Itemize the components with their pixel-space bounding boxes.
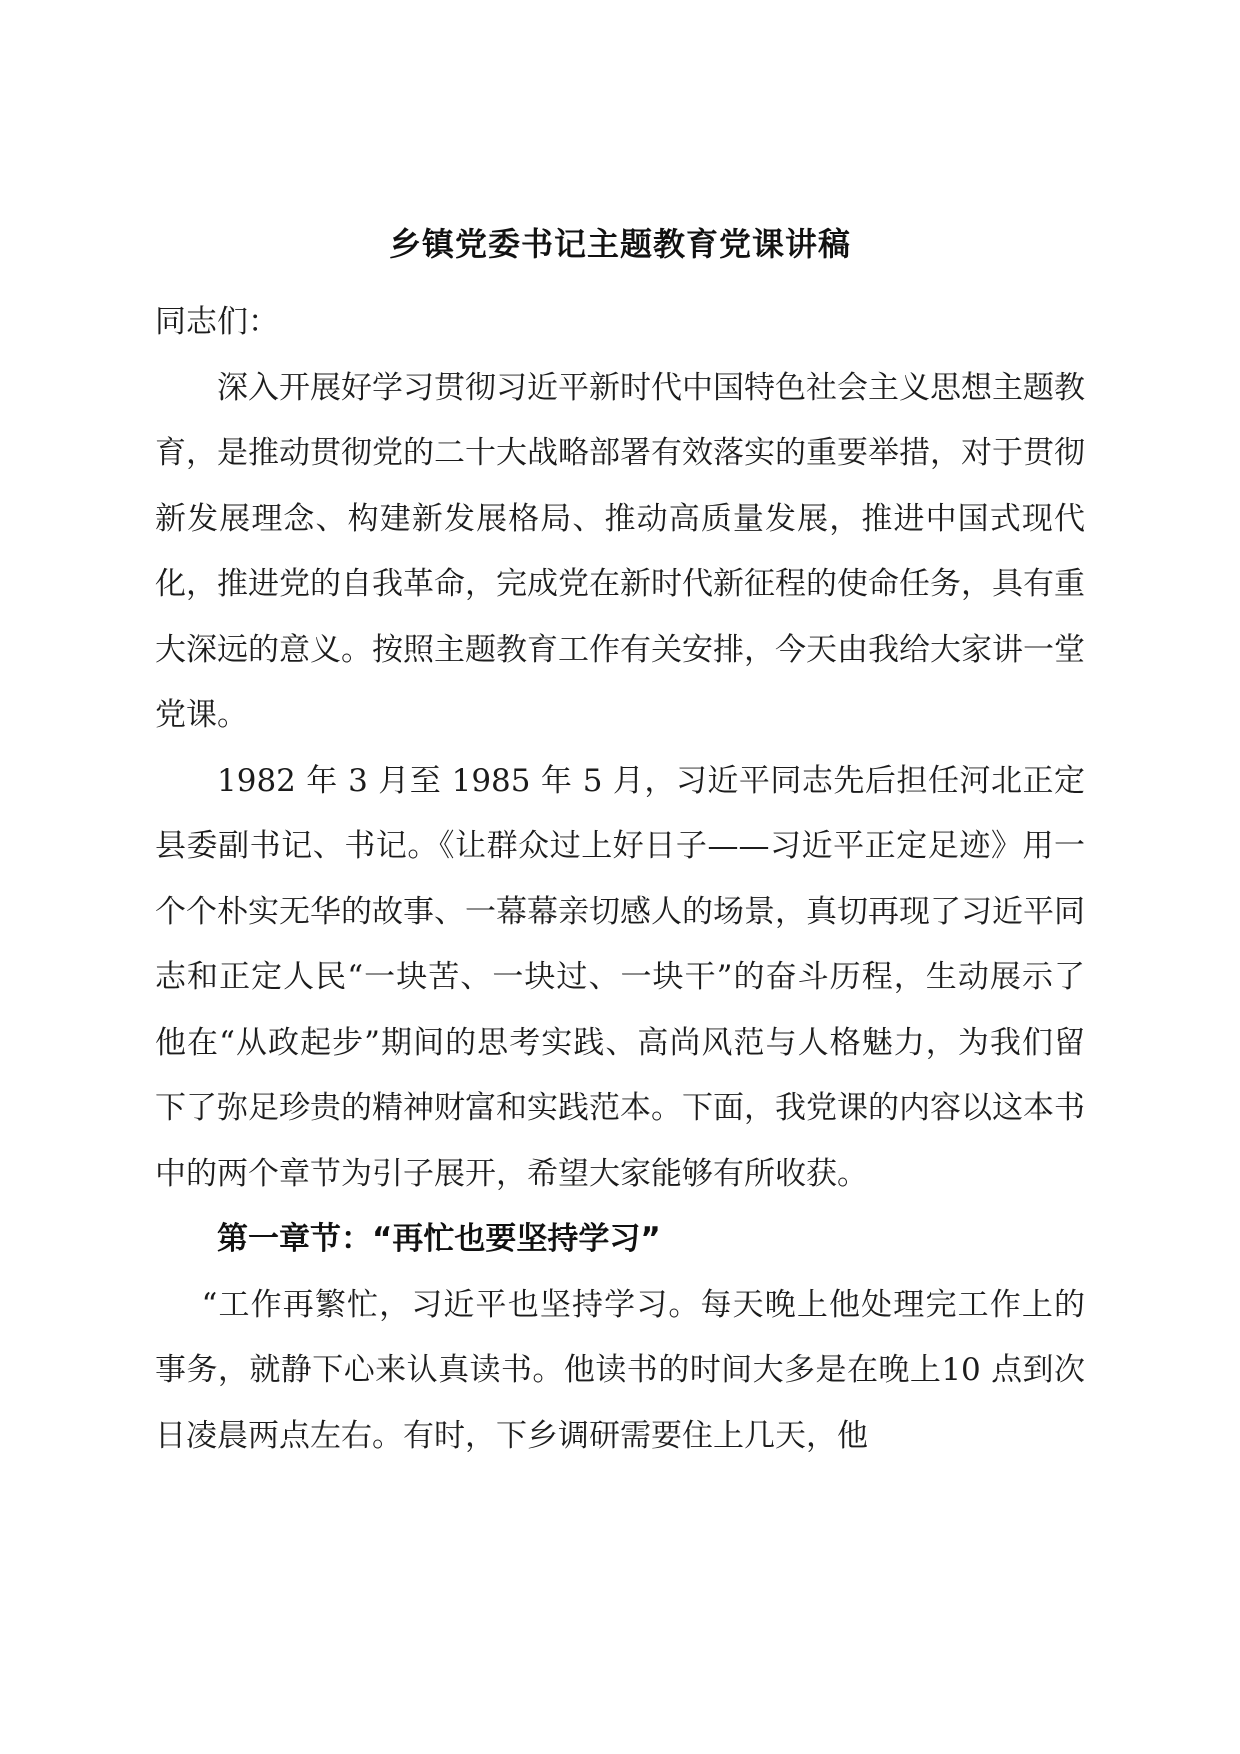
body-paragraph-intro: 深入开展好学习贯彻习近平新时代中国特色社会主义思想主题教育，是推动贯彻党的二十大战略部署有效落实的重要举措，对于贯彻新发展理念、构建新发展格局、推动高质量发展，推进中国式现代化，推进党的自我革命，完成党在新时代新征程的使命任务，具有重大深远的意义。按照主题教育工作有关安排，今天由我给大家讲一堂党课。 bbox=[155, 369, 1085, 733]
section-heading: 第一章节：“再忙也要坚持学习” bbox=[217, 1221, 661, 1257]
salutation: 同志们： bbox=[155, 304, 279, 340]
document-title: 乡镇党委书记主题教育党课讲稿 bbox=[388, 225, 851, 263]
body-paragraph-quote: “工作再繁忙，习近平也坚持学习。每天晚上他处理完工作上的事务，就静下心来认真读书。他读书的时间大多是在晚上10 点到次日凌晨两点左右。有时，下乡调研需要住上几天，他 bbox=[155, 1286, 1085, 1454]
document-body bbox=[155, 290, 1085, 1469]
body-paragraph-zhengding: 1982 年 3 月至 1985 年 5 月，习近平同志先后担任河北正定县委副书记、书记。《让群众过上好日子——习近平正定足迹》用一个个朴实无华的故事、一幕幕亲切感人的场景，真切再现了习近平同志和正定人民“一块苦、一块过、一块干”的奋斗历程，生动展示了他在“从政起步”期间的思考实践、高尚风范与人格魅力，为我们留下了弥足珍贵的精神财富和实践范本。下面，我党课的内容以这本书中的两个章节为引子展开，希望大家能够有所收获。 bbox=[155, 762, 1085, 1192]
